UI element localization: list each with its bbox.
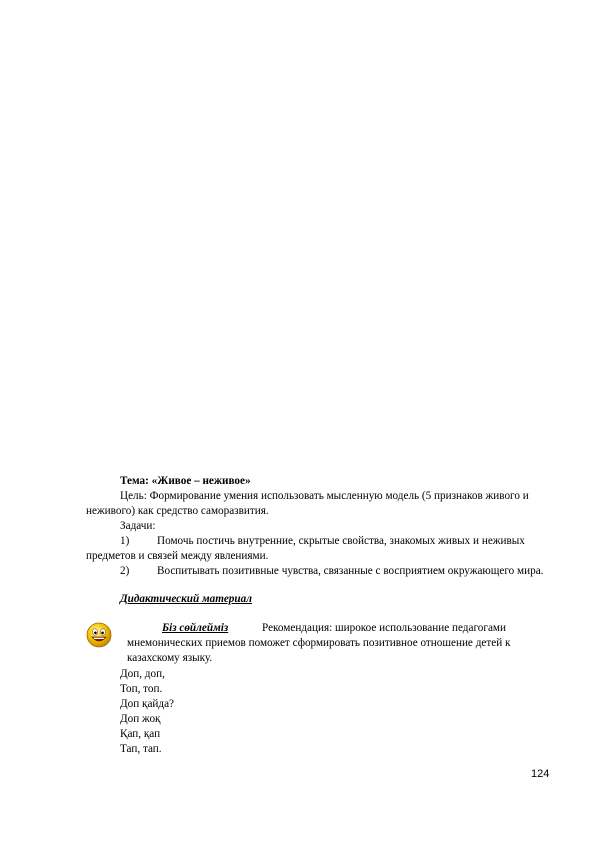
goal-line-2: неживого) как средство саморазвития. — [86, 505, 269, 517]
rhyme-line-5: Қап, қап — [120, 728, 161, 740]
rhyme-line-6: Тап, тап. — [120, 743, 162, 755]
smiley-face-icon — [86, 622, 112, 648]
topic-heading: Тема: «Живое – неживое» — [120, 475, 251, 487]
kazakh-title: Біз сөйлейміз — [162, 622, 229, 634]
task-2-number: 2) — [120, 565, 130, 577]
tasks-label: Задачи: — [120, 520, 156, 532]
task-2-line-1: Воспитывать позитивные чувства, связанные с восприятием окружающего мира. — [157, 565, 544, 577]
recommendation-line-3: казахскому языку. — [127, 652, 213, 664]
page-number: 124 — [531, 768, 550, 780]
task-1-number: 1) — [120, 535, 130, 547]
rhyme-line-1: Доп, доп, — [120, 668, 165, 680]
rhyme-line-3: Доп қайда? — [120, 698, 175, 710]
rhyme-line-4: Доп жоқ — [120, 713, 161, 725]
goal-line-1: Цель: Формирование умения использовать мысленную модель (5 признаков живого и — [120, 490, 529, 502]
task-1-line-2: предметов и связей между явлениями. — [86, 550, 269, 562]
recommendation-line-2: мнемонических приемов поможет сформировать позитивное отношение детей к — [127, 637, 511, 649]
rhyme-line-2: Топ, топ. — [120, 683, 163, 695]
task-1-line-1: Помочь постичь внутренние, скрытые свойства, знакомых живых и неживых — [157, 535, 525, 547]
material-heading: Дидактический материал — [120, 593, 252, 605]
recommendation-line-1: Рекомендация: широкое использование педагогами — [262, 622, 506, 634]
